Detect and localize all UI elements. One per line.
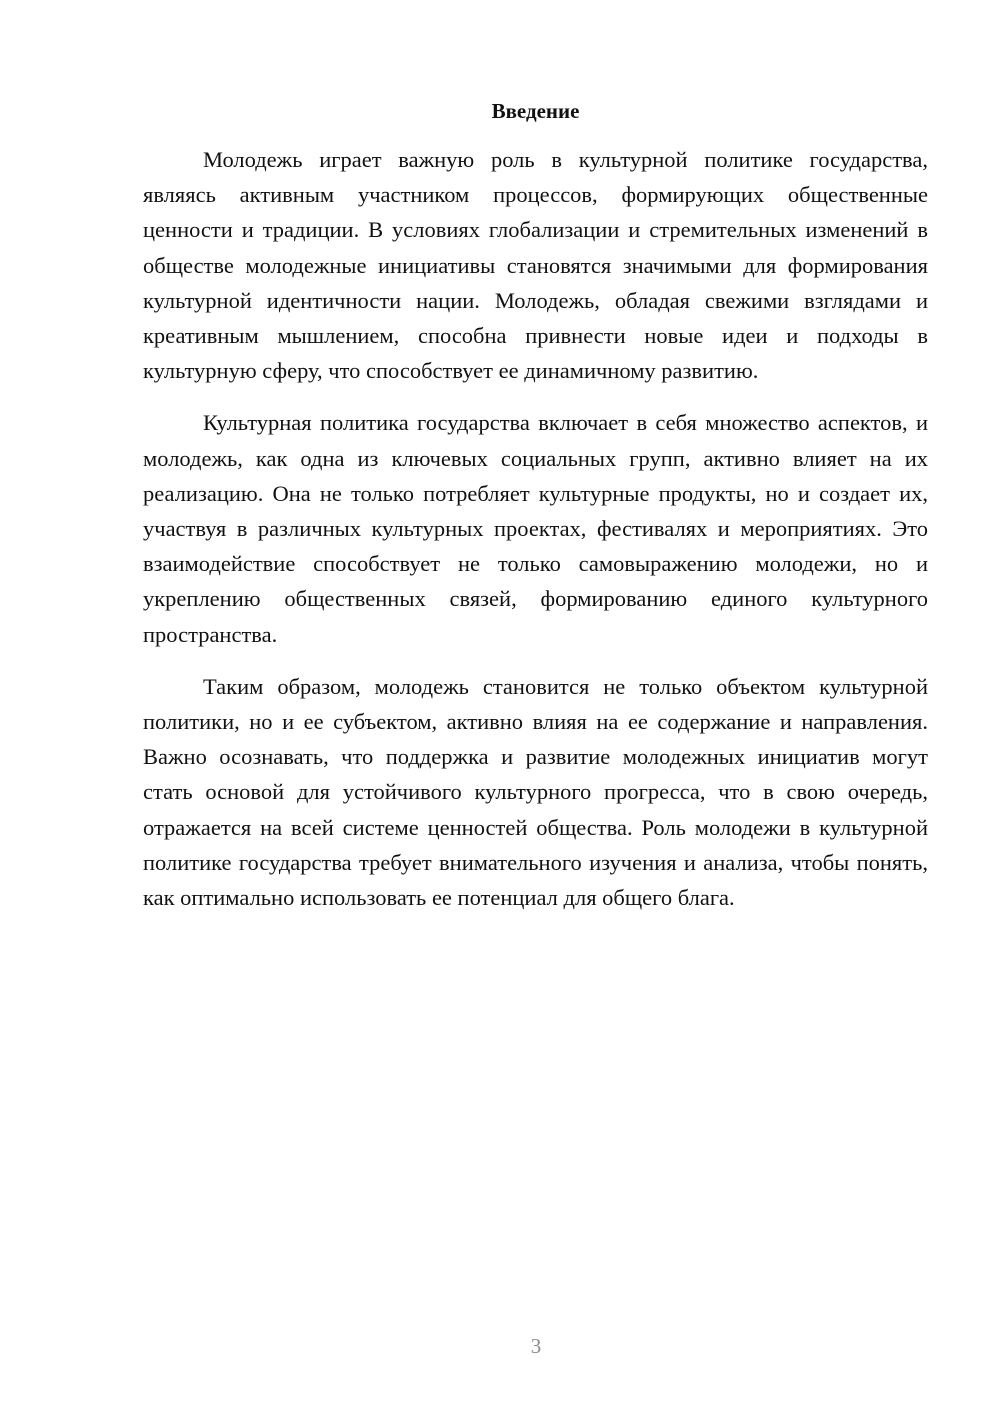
paragraph-2: Культурная политика государства включает в себя множество аспектов, и молодежь, как одна из ключевых социальных групп, активно влияет на их реализацию. Она не только потребляет культурные продукты, но и создает их, участвуя в различных культурных проектах, фестивалях и мероприятиях. Это взаимодействие способствует не только самовыражению молодежи, но и укреплению общественных связей, формированию единого культурного пространства. — [143, 410, 928, 647]
body-text — [143, 142, 928, 932]
section-heading: Введение — [491, 99, 580, 123]
page-number: 3 — [530, 1334, 542, 1358]
paragraph-3: Таким образом, молодежь становится не только объектом культурной политики, но и ее субъектом, активно влияя на ее содержание и направления. Важно осознавать, что поддержка и развитие молодежных инициатив могут стать основой для устойчивого культурного прогресса, что в свою очередь, отражается на всей системе ценностей общества. Роль молодежи в культурной политике государства требует внимательного изучения и анализа, чтобы понять, как оптимально использовать ее потенциал для общего блага. — [143, 673, 928, 911]
paragraph-1: Молодежь играет важную роль в культурной политике государства, являясь активным участником процессов, формирующих общественные ценности и традиции. В условиях глобализации и стремительных изменений в обществе молодежные инициативы становятся значимыми для формирования культурной идентичности нации. Молодежь, обладая свежими взглядами и креативным мышлением, способна привнести новые идеи и подходы в культурную сферу, что способствует ее динамичному развитию. — [143, 147, 928, 384]
